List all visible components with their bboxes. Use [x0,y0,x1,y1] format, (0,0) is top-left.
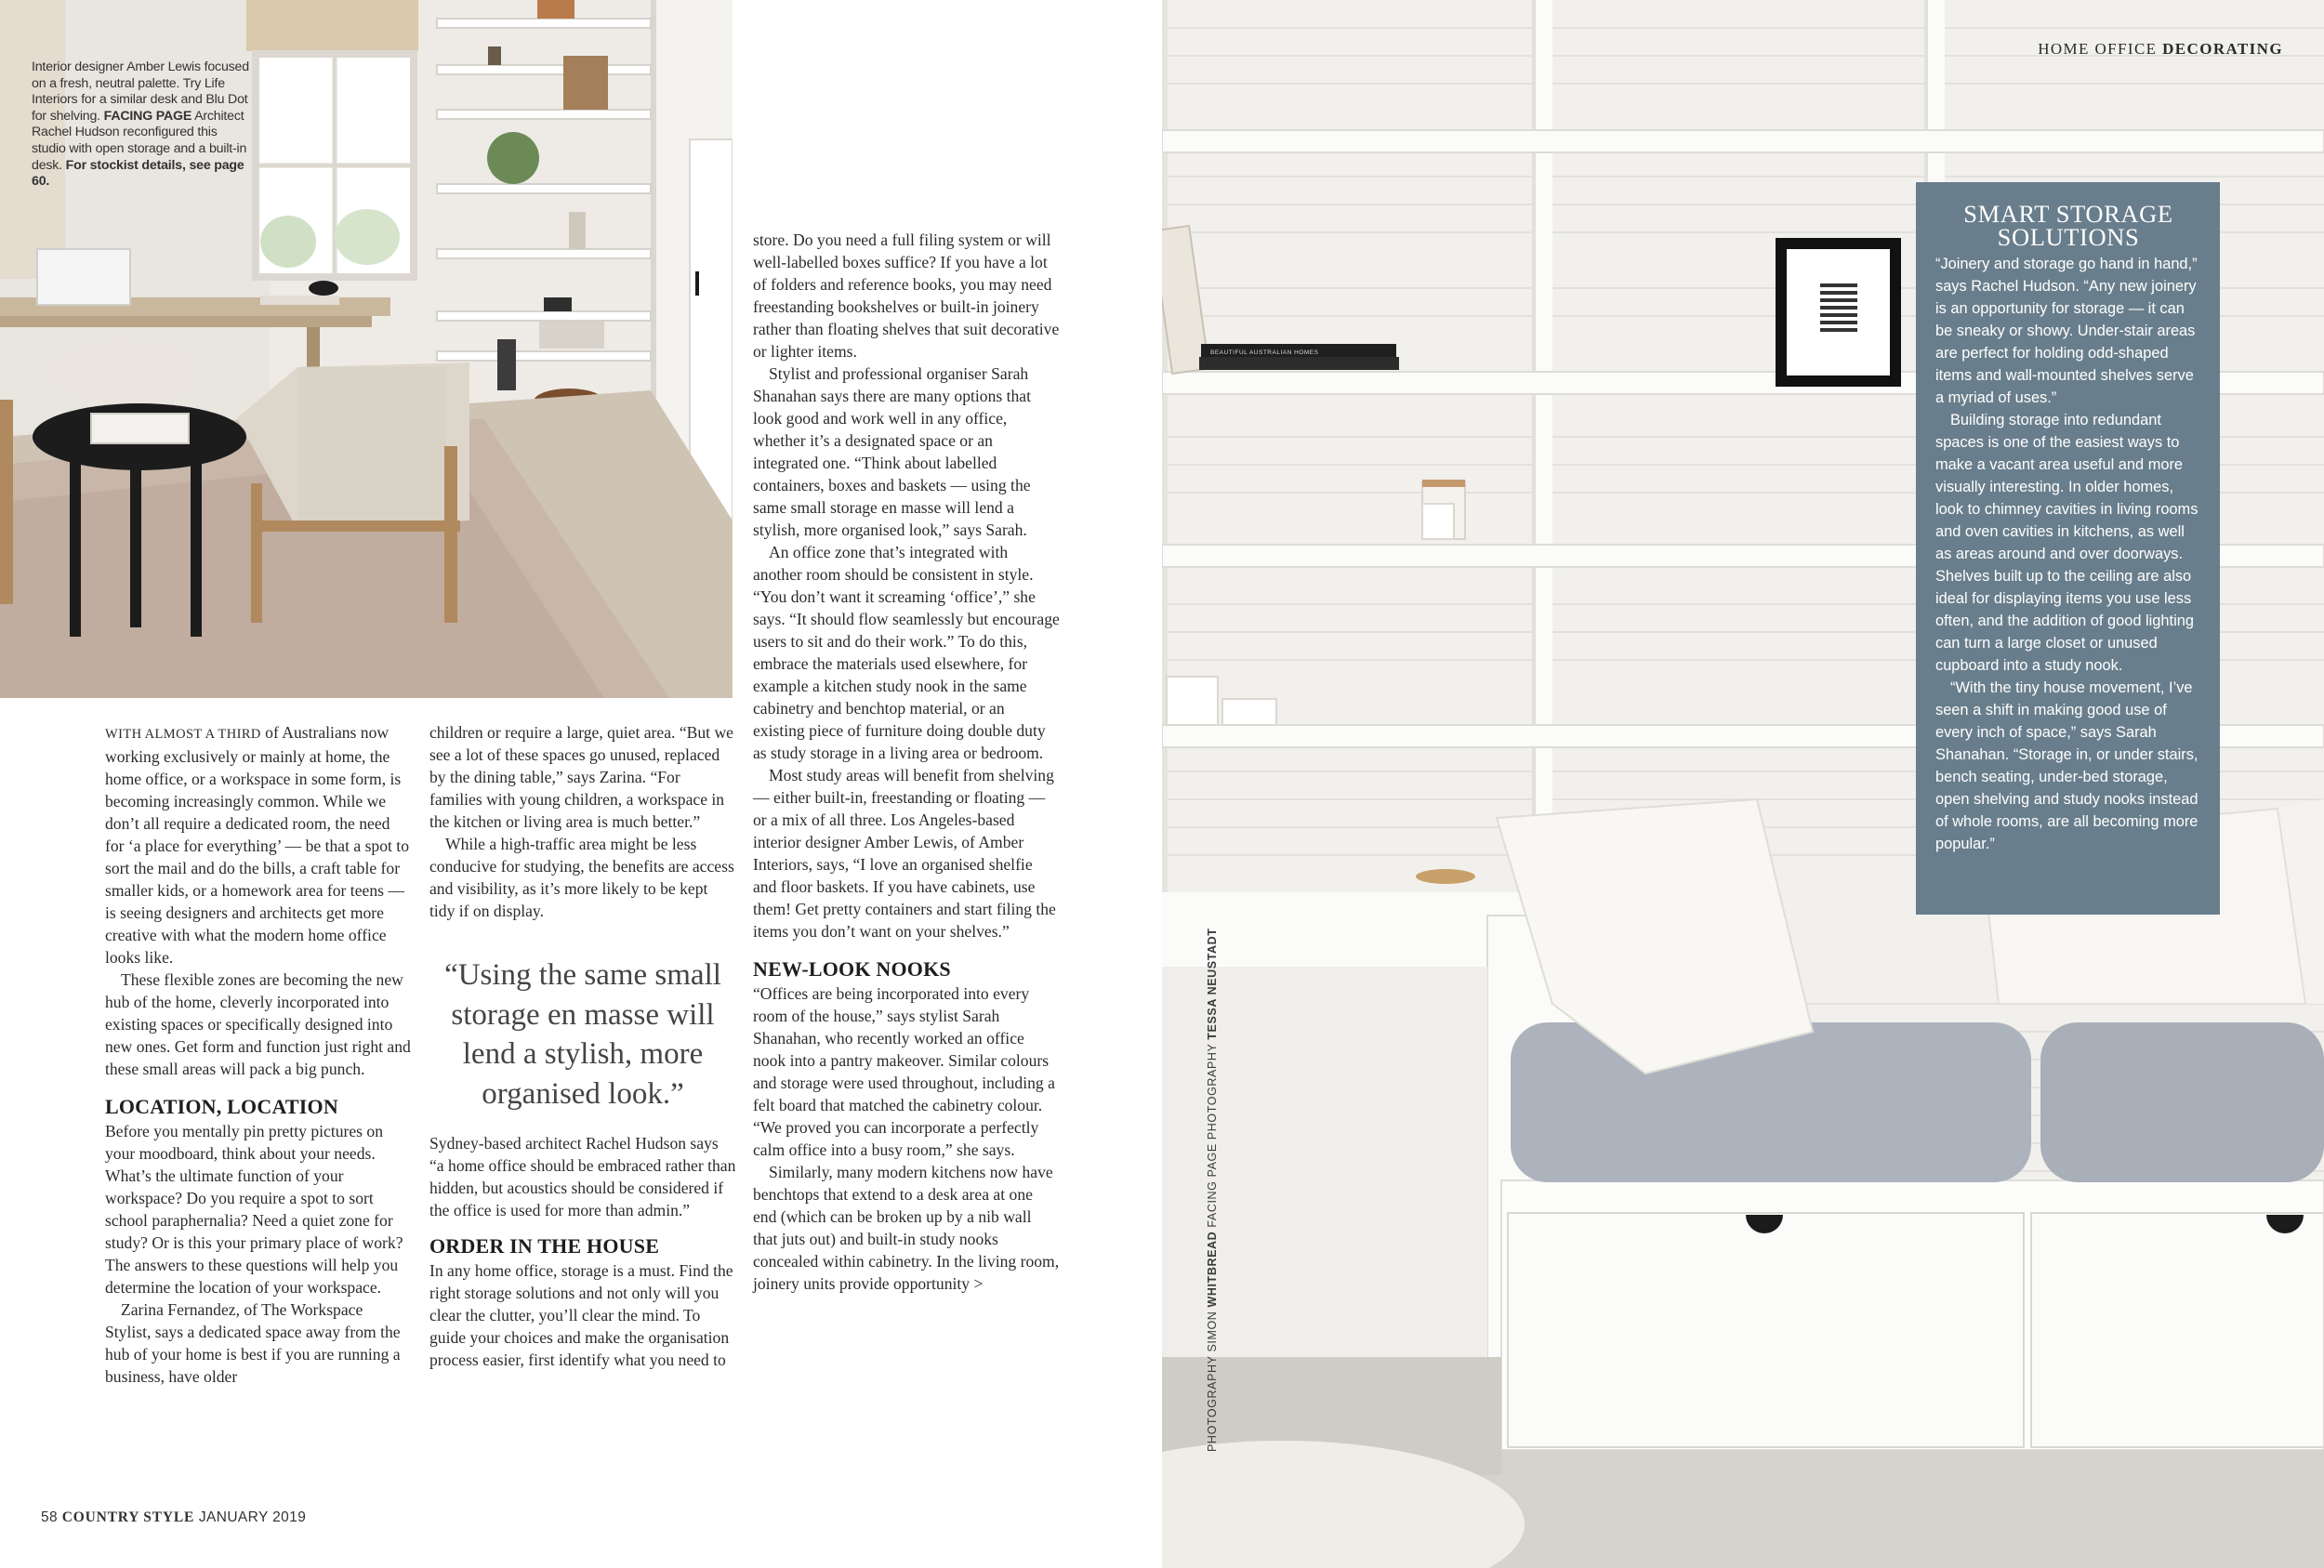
section-label [2038,40,2283,59]
intro-text: of Australians now working exclusively or mainly at home, the home office, or a workspace in some form, is becoming increasingly common. While we don’t all require a dedicated room, the need for ‘a place for everything’ — be that a spot to sort the mail and do the bills, a craft table for smaller kids, or a homework area for teens — is seeing designers and architects get more creative with what the modern home office looks like. [105,723,409,967]
photo-caption [32,59,255,191]
sidebar-title [1935,200,2201,251]
page-number: 58 [41,1509,59,1525]
caption-bold-stockist: For stockist details, see page 60. [32,157,244,190]
subheading-order: ORDER IN THE HOUSE [429,1234,660,1258]
paragraph: Most study areas will benefit from shelving — either built-in, freestanding or floating — or a mix of all three. Los Angeles-based interior designer Amber Lewis, of Amber Interiors, says, “I love an organised shelfie and floor baskets. If you have cabinets, use them! Get pretty containers and start filing the items you don’t want on your shelves.” [753,766,1056,941]
section-label-bold: DECORATING [2162,40,2283,58]
paragraph: Before you mentally pin pretty pictures on your moodboard, think about your needs. What’s the ultimate function of your workspace? Do you require a spot to sort school paraphernalia? Need a quiet zone for study? Or is this your primary place of work? The answers to these questions will help you determine the location of your workspace. [105,1122,403,1297]
paragraph: Zarina Fernandez, of The Workspace Stylist, says a dedicated space away from the hub of your home is best if you are running a business, have older [105,1300,401,1386]
paragraph: Stylist and professional organiser Sarah Shanahan says there are many options that look good and work well in any office, whether it’s a designated space or an integrated one. “Think about labelled containers, boxes and baskets — using the same small storage en masse will lend a stylish, more organised look,” says Sarah. [753,364,1032,539]
sidebar-smart-storage [1916,182,2220,915]
sidebar-paragraph: Building storage into redundant spaces is one of the easiest ways to make a vacant area useful and more visually interesting. In older homes, look to chimney cavities in living rooms and oven cavities in kitchens, as well as areas around and over doorways. Shelves built up to the ceiling are also ideal for displaying items you use less often, and the addition of good lighting can turn a large closet or unused cupboard into a study nook. [1935,412,2199,674]
caption-text-2: Architect Rachel Hudson reconfigured this studio with open storage and a built-in desk. [32,108,247,173]
intro-paragraph [105,721,412,968]
issue-date: JANUARY 2019 [198,1509,307,1525]
paragraph: While a high-traffic area might be less conducive for studying, the benefits are access and visibility, as it’s more likely to be kept tidy if on display. [429,835,734,920]
sidebar-title-line-2: SOLUTIONS [1997,223,2140,251]
paragraph: Sydney-based architect Rachel Hudson says “a home office should be embraced rather than hidden, but acoustics should be considered if the office is used for more than admin.” [429,1134,736,1219]
paragraph: children or require a large, quiet area. “But we see a lot of these spaces go unused, replaced by the dining table,” says Zarina. “For families with young children, a workspace in the kitchen or living area is much better.” [429,723,733,831]
paragraph: These flexible zones are becoming the new hub of the home, cleverly incorporated into existing spaces or specifically designed into new ones. Get form and function just right and these small areas will pack a big punch. [105,970,411,1078]
credit-text-2: FACING PAGE PHOTOGRAPHY [1206,1039,1219,1232]
credit-text: PHOTOGRAPHY SIMON [1206,1307,1219,1452]
subheading-location: LOCATION, LOCATION [105,1095,338,1118]
paragraph: “Offices are being incorporated into every room of the house,” says stylist Sarah Shanahan, who recently worked an office nook into a pantry makeover. Similar colours and storage were used throughout, including a felt board that matched the cabinetry colour. “We proved you can incorporate a perfectly calm office into a busy room,” she says. [753,984,1055,1159]
caption-bold-facing-page: FACING PAGE [103,108,192,124]
sidebar-title-line-1: SMART STORAGE [1963,200,2173,228]
subheading-nooks: NEW-LOOK NOOKS [753,957,951,981]
text-column-1 [105,721,412,1388]
sidebar-paragraph: “With the tiny house movement, I’ve seen a shift in making good use of every inch of space,” says Sarah Shanahan. “Storage in, or under stairs, bench seating, under-bed storage, open shelving and study nooks instead of whole rooms, are all becoming more popular.” [1935,679,2199,852]
paragraph: store. Do you need a full filing system or will well-labelled boxes suffice? If you have a lot of folders and reference books, you may need freestanding bookshelves or built-in joinery rather than floating shelves that suit decorative or lighter items. [753,231,1060,361]
credit-photographer-1: WHITBREAD [1206,1231,1219,1308]
photo-credit [1206,928,1219,1452]
credit-photographer-2: TESSA NEUSTADT [1206,928,1219,1040]
book-spine-text: BEAUTIFUL AUSTRALIAN HOMES [1210,349,1319,356]
sidebar-paragraph: “Joinery and storage go hand in hand,” says Rachel Hudson. “Any new joinery is an opportunity for storage — it can be sneaky or showy. Under-stair areas are perfect for holding odd-shaped items and wall-mounted shelves serve a myriad of uses.” [1935,256,2198,406]
paragraph: In any home office, storage is a must. Find the right storage solutions and not only will you clear the clutter, you’ll clear the mind. To guide your choices and make the organisation process easier, first identify what you need to [429,1261,733,1369]
magazine-name: COUNTRY STYLE [61,1509,195,1525]
folio [41,1509,306,1526]
pull-quote: “Using the same small storage en masse will lend a stylish, more organised look.” [444,958,721,1111]
caption-text: Interior designer Amber Lewis focused on a fresh, neutral palette. Try Life Interiors for a similar desk and Blu Dot for shelving. [32,59,249,124]
paragraph: Similarly, many modern kitchens now have benchtops that extend to a desk area at one end (which can be broken up by a nib wall that juts out) and built-in study nooks concealed within cabinetry. In the living room, joinery units provide opportunity > [753,1163,1060,1293]
lead-in: WITH ALMOST A THIRD [105,727,261,742]
text-column-3 [753,229,1060,1295]
paragraph: An office zone that’s integrated with another room should be consistent in style. “You don’t want it screaming ‘office’,” she says. “It should flow seamlessly but encourage users to sit and do their work.” To do this, embrace the materials used elsewhere, for example a kitchen study nook in the same cabinetry and benchtop material, or an existing piece of furniture doing double duty as study storage in a living area or bedroom. [753,543,1060,762]
section-label-regular: HOME OFFICE [2038,40,2163,58]
